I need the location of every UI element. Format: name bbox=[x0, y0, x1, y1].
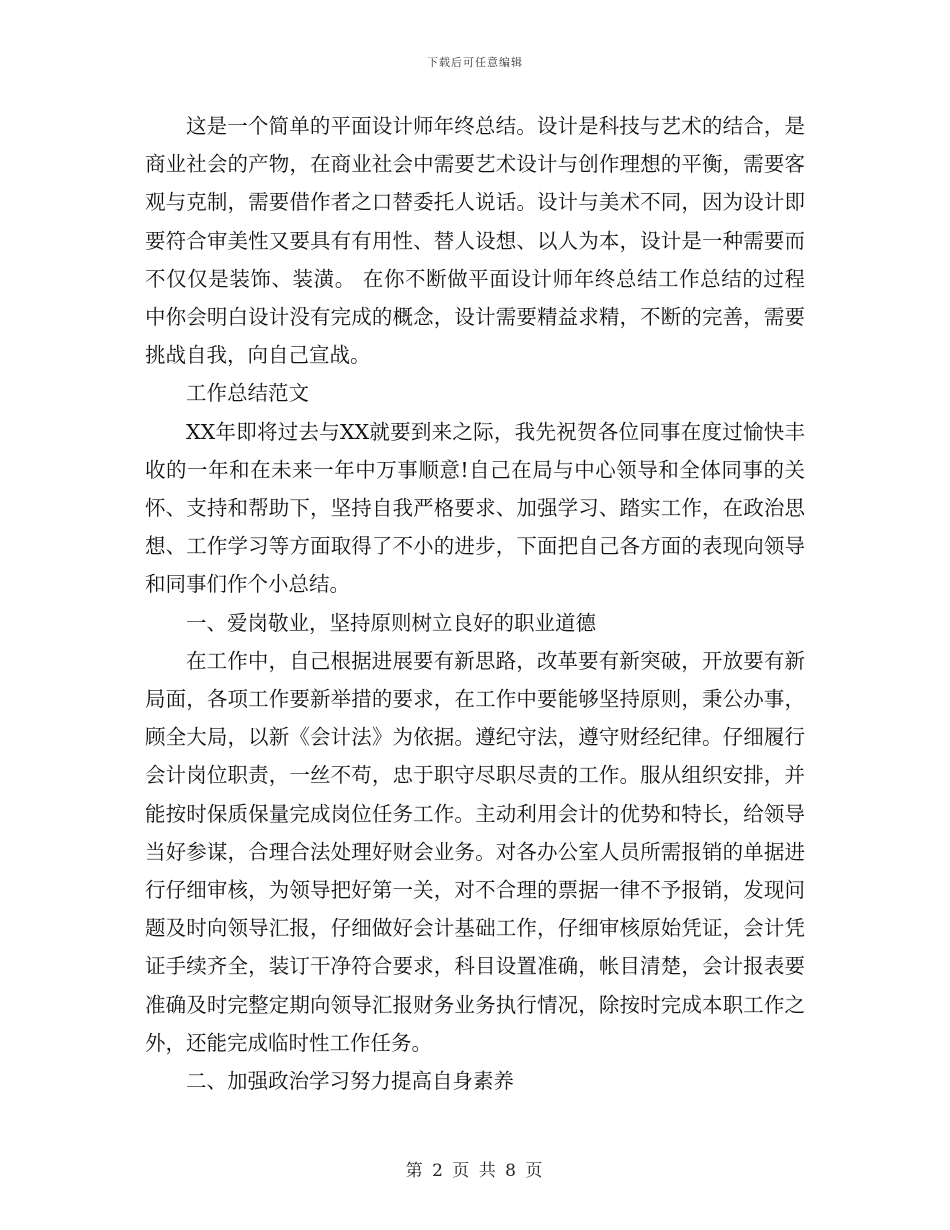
section-heading-1: 一、爱岗敬业，坚持原则树立良好的职业道德 bbox=[186, 610, 596, 635]
paragraph-greeting: XX年即将过去与XX就要到来之际，我先祝贺各位同事在度过愉快丰收的一年和在未来一年中万事顺意!自己在局与中心领导和全体同事的关怀、支持和帮助下，坚持自我严格要求、加强学习、踏实工作，在政治思想、工作学习等方面取得了不小的进步，下面把自己各方面的表现向领导和同事们作个小总结。 bbox=[145, 419, 805, 597]
header-note: 下载后可任意编辑 bbox=[427, 56, 523, 69]
paragraph-section-1: 在工作中，自己根据进展要有新思路，改革要有新突破，开放要有新局面，各项工作要新举措的要求，在工作中要能够坚持原则，秉公办事，顾全大局，以新《会计法》为依据。遵纪守法，遵守财经纪律。仔细履行会计岗位职责，一丝不苟，忠于职守尽职尽责的工作。服从组织安排，并能按时保质保量完成岗位任务工作。主动利用会计的优势和特长，给领导当好参谋，合理合法处理好财会业务。对各办公室人员所需报销的单据进行仔细审核，为领导把好第一关，对不合理的票据一律不予报销，发现问题及时向领导汇报，仔细做好会计基础工作，仔细审核原始凭证，会计凭证手续齐全，装订干净符合要求，科目设置准确，帐目清楚，会计报表要准确及时完整定期向领导汇报财务业务执行情况，除按时完成本职工作之外，还能完成临时性工作任务。 bbox=[145, 648, 805, 1055]
section-heading-2: 二、加强政治学习努力提高自身素养 bbox=[186, 1069, 514, 1094]
paragraph-intro: 这是一个简单的平面设计师年终总结。设计是科技与艺术的结合，是商业社会的产物，在商业社会中需要艺术设计与创作理想的平衡，需要客观与克制，需要借作者之口替委托人说话。设计与美术不同，因为设计即要符合审美性又要具有有用性、替人设想、以人为本，设计是一种需要而不仅仅是装饰、装潢。 在你不断做平面设计师年终总结工作总结的过程中你会明白设计没有完成的概念，设计需要精益求精，不断的完善，需要挑战自我，向自己宣战。 bbox=[145, 114, 805, 368]
document-body bbox=[145, 107, 805, 1100]
paragraph-heading-sample: 工作总结范文 bbox=[186, 381, 309, 406]
page-number: 第 2 页 共 8 页 bbox=[405, 1161, 545, 1181]
